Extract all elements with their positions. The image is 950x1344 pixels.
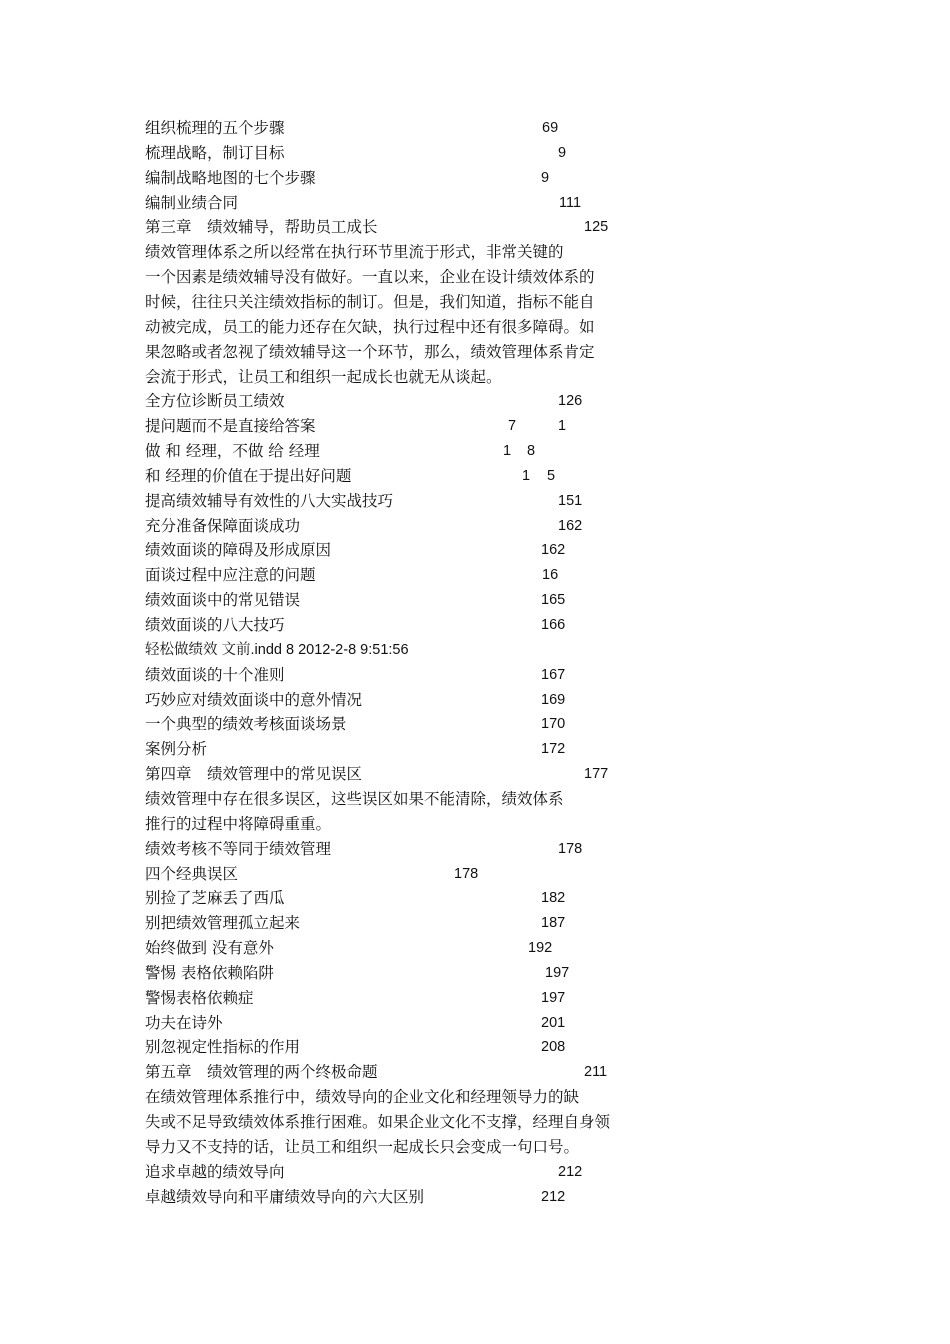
toc-entry-page-number: 167 bbox=[541, 667, 566, 683]
toc-entry-title: 提高绩效辅导有效性的八大实战技巧 bbox=[145, 492, 394, 510]
toc-entry-title: 绩效面谈中的常见错误 bbox=[145, 591, 301, 609]
body-text-line: 绩效管理中存在很多误区，这些误区如果不能清除，绩效体系 bbox=[145, 790, 564, 808]
toc-entry-page-number: 162 bbox=[558, 518, 583, 534]
toc-entry-page-number: 178 bbox=[454, 866, 479, 882]
body-text-line: 导力又不支持的话，让员工和组织一起成长只会变成一句口号。 bbox=[145, 1138, 580, 1156]
toc-entry-title: 别把绩效管理孤立起来 bbox=[145, 914, 301, 932]
toc-entry-title: 追求卓越的绩效导向 bbox=[145, 1163, 285, 1181]
toc-entry-page-number: 166 bbox=[541, 617, 566, 633]
toc-entry-title: 绩效考核不等同于绩效管理 bbox=[145, 840, 332, 858]
toc-entry-page-number: 111 bbox=[559, 195, 582, 211]
toc-entry-page-number: 197 bbox=[545, 965, 570, 981]
toc-entry-page-number: 126 bbox=[558, 393, 583, 409]
toc-entry-page-number: 201 bbox=[541, 1015, 566, 1031]
toc-entry-page-number: 177 bbox=[584, 766, 609, 782]
toc-entry-page-number: 165 bbox=[541, 592, 566, 608]
toc-entry-page-number: 9 bbox=[541, 170, 550, 186]
toc-entry-title: 第四章 绩效管理中的常见误区 bbox=[145, 765, 363, 783]
body-text-line: 一个因素是绩效辅导没有做好。一直以来，企业在设计绩效体系的 bbox=[145, 268, 595, 286]
body-text-line: 在绩效管理体系推行中，绩效导向的企业文化和经理领导力的缺 bbox=[145, 1088, 580, 1106]
toc-entry-page-number: 192 bbox=[528, 940, 553, 956]
toc-entry-page-number: 172 bbox=[541, 741, 566, 757]
toc-entry-title: 别捡了芝麻丢了西瓜 bbox=[145, 889, 285, 907]
toc-entry-page-number: 211 bbox=[584, 1064, 608, 1080]
toc-entry-page-number: 125 bbox=[584, 219, 609, 235]
body-text-line: 会流于形式，让员工和组织一起成长也就无从谈起。 bbox=[145, 368, 502, 386]
toc-entry-page-number: 178 bbox=[558, 841, 583, 857]
toc-entry-page-number: 169 bbox=[541, 692, 566, 708]
toc-entry-title: 组织梳理的五个步骤 bbox=[145, 119, 285, 137]
toc-entry-page-number: 197 bbox=[541, 990, 566, 1006]
body-text-line: 动被完成，员工的能力还存在欠缺，执行过程中还有很多障碍。如 bbox=[145, 318, 595, 336]
toc-entry-page-number: 16 bbox=[542, 567, 559, 583]
toc-entry-title: 第三章 绩效辅导，帮助员工成长 bbox=[145, 218, 378, 236]
toc-entry-title: 始终做到 没有意外 bbox=[145, 939, 274, 957]
toc-entry-page-number-part: 1 bbox=[558, 418, 567, 434]
body-text-line: 轻松做绩效 文前.indd 8 2012-2-8 9:51:56 bbox=[145, 642, 409, 658]
toc-entry-title: 卓越绩效导向和平庸绩效导向的六大区别 bbox=[145, 1188, 425, 1206]
toc-entry-title: 全方位诊断员工绩效 bbox=[145, 392, 285, 410]
toc-entry-page-number-part: 5 bbox=[547, 468, 556, 484]
toc-entry-title: 别忽视定性指标的作用 bbox=[145, 1038, 301, 1056]
toc-entry-title: 编制战略地图的七个步骤 bbox=[145, 169, 316, 187]
body-text-line: 时候，往往只关注绩效指标的制订。但是，我们知道，指标不能自 bbox=[145, 293, 595, 311]
toc-entry-title: 第五章 绩效管理的两个终极命题 bbox=[145, 1063, 378, 1081]
body-text-line: 果忽略或者忽视了绩效辅导这一个环节，那么，绩效管理体系肯定 bbox=[145, 343, 595, 361]
toc-entry-page-number: 69 bbox=[542, 120, 559, 136]
toc-entry-page-number: 187 bbox=[541, 915, 566, 931]
toc-entry-title: 警惕 表格依赖陷阱 bbox=[145, 964, 274, 982]
toc-entry-page-number: 1 bbox=[503, 443, 512, 459]
toc-entry-title: 绩效面谈的十个准则 bbox=[145, 666, 285, 684]
body-text-line: 失或不足导致绩效体系推行困难。如果企业文化不支撑，经理自身领 bbox=[145, 1113, 611, 1131]
toc-entry-page-number: 1 bbox=[522, 468, 531, 484]
toc-entry-title: 绩效面谈的八大技巧 bbox=[145, 616, 285, 634]
toc-entry-page-number: 182 bbox=[541, 890, 566, 906]
body-text-line: 推行的过程中将障碍重重。 bbox=[145, 815, 332, 833]
toc-entry-title: 案例分析 bbox=[145, 740, 208, 758]
toc-entry-page-number-part: 8 bbox=[527, 443, 536, 459]
toc-entry-title: 充分准备保障面谈成功 bbox=[145, 517, 301, 535]
toc-entry-title: 和 经理的价值在于提出好问题 bbox=[145, 467, 352, 485]
toc-entry-page-number: 162 bbox=[541, 542, 566, 558]
toc-entry-title: 梳理战略，制订目标 bbox=[145, 144, 285, 162]
toc-entry-title: 警惕表格依赖症 bbox=[145, 989, 254, 1007]
toc-entry-page-number: 9 bbox=[558, 145, 567, 161]
toc-entry-title: 功夫在诗外 bbox=[145, 1014, 223, 1032]
body-text-line: 绩效管理体系之所以经常在执行环节里流于形式，非常关键的 bbox=[145, 243, 564, 261]
toc-entry-title: 巧妙应对绩效面谈中的意外情况 bbox=[145, 691, 363, 709]
toc-entry-title: 四个经典误区 bbox=[145, 865, 239, 883]
toc-entry-title: 绩效面谈的障碍及形成原因 bbox=[145, 541, 332, 559]
toc-entry-page-number: 212 bbox=[558, 1164, 583, 1180]
toc-entry-title: 面谈过程中应注意的问题 bbox=[145, 566, 316, 584]
toc-entry-page-number: 212 bbox=[541, 1189, 566, 1205]
toc-entry-title: 编制业绩合同 bbox=[145, 194, 239, 212]
toc-entry-title: 一个典型的绩效考核面谈场景 bbox=[145, 715, 347, 733]
toc-entry-page-number: 7 bbox=[508, 418, 517, 434]
toc-entry-page-number: 208 bbox=[541, 1039, 566, 1055]
toc-entry-title: 做 和 经理，不做 给 经理 bbox=[145, 442, 320, 460]
toc-entry-title: 提问题而不是直接给答案 bbox=[145, 417, 316, 435]
toc-entry-page-number: 170 bbox=[541, 716, 566, 732]
toc-entry-page-number: 151 bbox=[558, 493, 583, 509]
